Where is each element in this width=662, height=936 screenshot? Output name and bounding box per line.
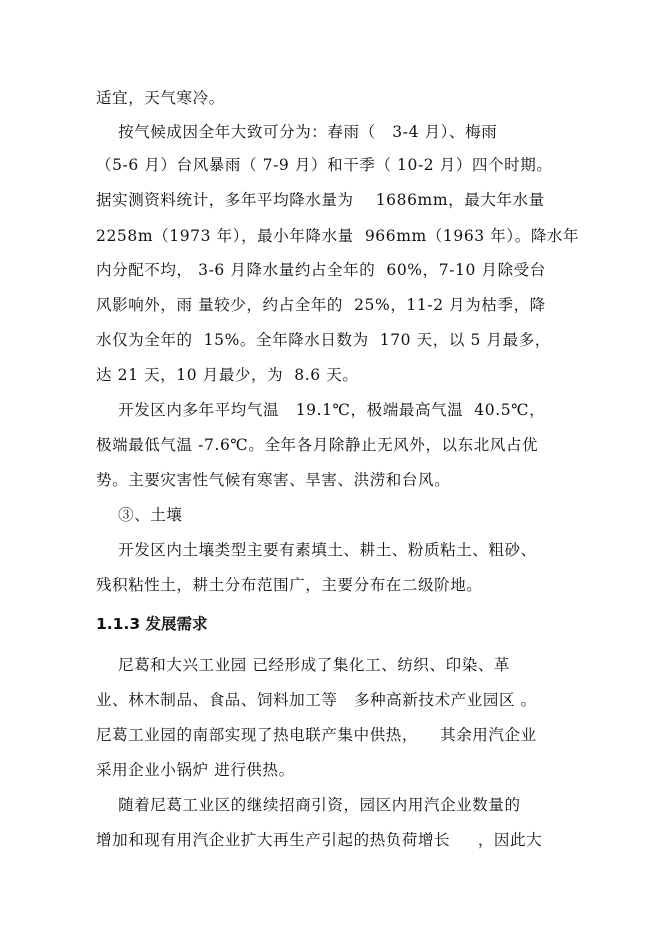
text-line: 风影响外，雨 量较少，约占全年的 25%，11-2 月为枯季，降 (96, 296, 546, 314)
text-line: （5-6 月）台风暴雨（ 7-9 月）和干季（ 10-2 月）四个时期。 (96, 156, 553, 174)
section-heading: 1.1.3 发展需求 (96, 615, 208, 633)
text-line: 达 21 天，10 月最少，为 8.6 天。 (96, 366, 359, 384)
text-line: 尼葛和大兴工业园 已经形成了集化工、纺织、印染、革 (96, 656, 511, 674)
text-line: 采用企业小锅炉 进行供热。 (96, 761, 295, 779)
section-subheading: ③、土壤 (96, 506, 183, 524)
text-line: 据实测资料统计，多年平均降水量为 1686mm，最大年水量 (96, 191, 545, 209)
text-line: 适宜，天气寒冷。 (96, 89, 225, 107)
text-line: 开发区内多年平均气温 19.1℃，极端最高气温 40.5℃， (96, 401, 546, 419)
text-line: 随着尼葛工业区的继续招商引资，园区内用汽企业数量的 (96, 796, 521, 814)
text-line: 势。主要灾害性气候有寒害、旱害、洪涝和台风。 (96, 471, 451, 489)
text-line: 开发区内土壤类型主要有素填土、耕土、粉质粘土、粗砂、 (96, 541, 537, 559)
text-line: 内分配不均， 3-6 月降水量约占全年的 60%，7-10 月除受台 (96, 261, 546, 279)
text-line: 增加和现有用汽企业扩大再生产引起的热负荷增长 ，因此大 (96, 831, 543, 849)
text-line: 水仅为全年的 15%。全年降水日数为 170 天，以 5 月最多， (96, 331, 551, 349)
text-line: 尼葛工业园的南部实现了热电联产集中供热， 其余用汽企业 (96, 726, 537, 744)
text-line: 业、林木制品、食品、饲料加工等 多种高新技术产业园区 。 (96, 691, 537, 709)
text-line: 极端最低气温 -7.6℃。全年各月除静止无风外，以东北风占优 (96, 436, 539, 454)
text-line: 2258m（1973 年），最小年降水量 966mm（1963 年）。降水年 (96, 227, 580, 245)
text-line: 残积粘性土，耕土分布范围广，主要分布在二级阶地。 (96, 576, 483, 594)
text-line: 按气候成因全年大致可分为：春雨（ 3-4 月）、梅雨 (96, 123, 498, 141)
